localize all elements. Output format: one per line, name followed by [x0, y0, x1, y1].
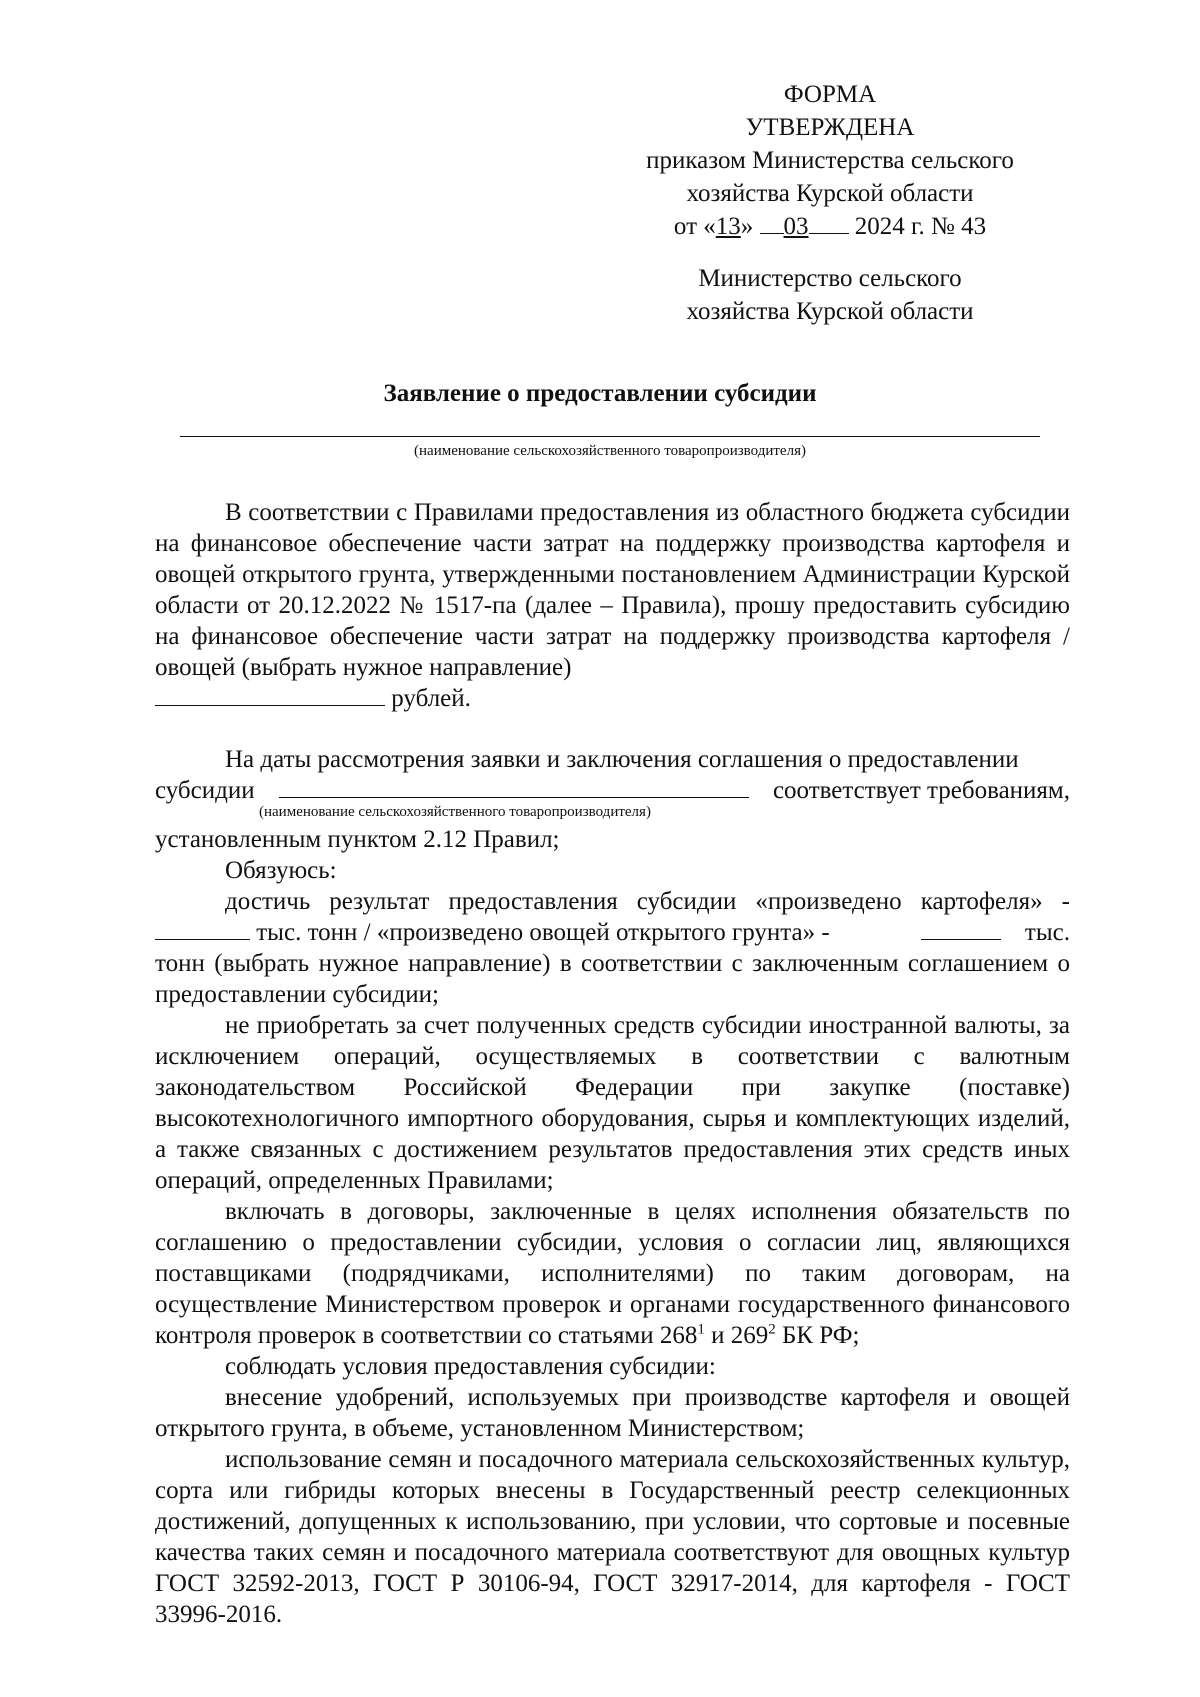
document-title: Заявление о предоставлении субсидии	[383, 380, 817, 407]
order-year-number: 2024 г. № 43	[854, 213, 987, 240]
result-line-1: достичь результат предоставления субсидии «произведено картофеля» -	[225, 888, 1070, 915]
obligations-section	[155, 744, 1070, 1630]
amount-field	[155, 685, 385, 706]
currency-obligation: не приобретать за счет полученных средств субсидии иностранной валюты, за исключением операций, осуществляемых в соответствии с валютным законодательством Российской Федерации при закупке (поставке) высокотехнологичного импортного оборудования, сырья и комплектующих изделий, а также связанных с достижением результатов предоставления этих средств иных операций, определенных Правилами;	[155, 1012, 1070, 1194]
application-text: В соответствии с Правилами предоставления из областного бюджета субсидии на финансовое обеспечение части затрат на поддержку производства картофеля и овощей открытого грунта, утвержденными постановлением Администрации Курской области от 20.12.2022 № 1517-па (далее – Правила), прошу предоставить субсидию на финансовое обеспечение части затрат на поддержку производства картофеля / овощей (выбрать нужное направление)	[155, 499, 1070, 681]
order-date: от «13» 03 2024 г. № 43	[673, 213, 987, 240]
compliance-line-3: установленным пунктом 2.12 Правил;	[155, 826, 560, 853]
recipient-line-1: Министерство сельского	[698, 265, 962, 292]
form-label: ФОРМА	[783, 81, 877, 108]
obligation-heading: Обязуюсь:	[225, 857, 337, 884]
fertilizer-condition: внесение удобрений, используемых при производстве картофеля и овощей открытого грунта, в объеме, установленном Министерством;	[155, 1384, 1070, 1442]
order-line: приказом Министерства сельского	[646, 147, 1014, 174]
potato-tons-field	[155, 919, 250, 940]
result-line-2: тыс. тонн / «произведено овощей открытого грунта» - тыс.	[155, 917, 1070, 948]
amount-line	[155, 683, 1070, 714]
conditions-heading: соблюдать условия предоставления субсидии:	[225, 1353, 716, 1380]
approved-label: УТВЕРЖДЕНА	[745, 114, 915, 141]
blank	[809, 213, 849, 234]
application-paragraph	[155, 497, 1070, 714]
applicant-name-inline-field	[279, 777, 749, 798]
blank	[760, 213, 784, 234]
compliance-line-2: субсидии соответствует требованиям,	[155, 777, 1070, 804]
ministry-line: хозяйства Курской области	[686, 180, 974, 207]
recipient-line-2: хозяйства Курской области	[686, 298, 974, 325]
approval-stamp	[600, 78, 1060, 243]
compliance-line-1: На даты рассмотрения заявки и заключения соглашения о предоставлении	[225, 746, 1019, 773]
result-text: тонн (выбрать нужное направление) в соответствии с заключенным соглашением о предоставлении субсидии;	[155, 950, 1070, 1008]
contracts-obligation: включать в договоры, заключенные в целях исполнения обязательств по соглашению о предоставлении субсидии, условия о согласии лиц, являющихся поставщиками (подрядчиками, исполнителями) по таким договорам, на осуществление Министерством проверок и органами государственного финансового контроля проверок в соответствии со статьями $268^1$ и $269^2$ БК РФ;	[155, 1198, 1070, 1349]
order-day: 13	[715, 213, 741, 240]
applicant-name-inline-caption: (наименование сельскохозяйственного товаропроизводителя)	[259, 804, 651, 820]
seeds-condition: использование семян и посадочного материала сельскохозяйственных культур, сорта или гибриды которых внесены в Государственный реестр селекционных достижений, допущенных к использованию, при условии, что сортовые и посевные качества таких семян и посадочного материала соответствуют для овощных культур ГОСТ 32592-2013, ГОСТ Р 30106-94, ГОСТ 32917-2014, для картофеля - ГОСТ 33996-2016.	[155, 1446, 1070, 1628]
vegetable-tons-field	[921, 919, 1001, 940]
amount-unit: рублей.	[391, 685, 471, 712]
applicant-name-field	[180, 436, 1040, 437]
recipient-block	[620, 262, 1040, 328]
order-month: 03	[783, 213, 809, 240]
applicant-name-caption: (наименование сельскохозяйственного товаропроизводителя)	[414, 443, 806, 459]
